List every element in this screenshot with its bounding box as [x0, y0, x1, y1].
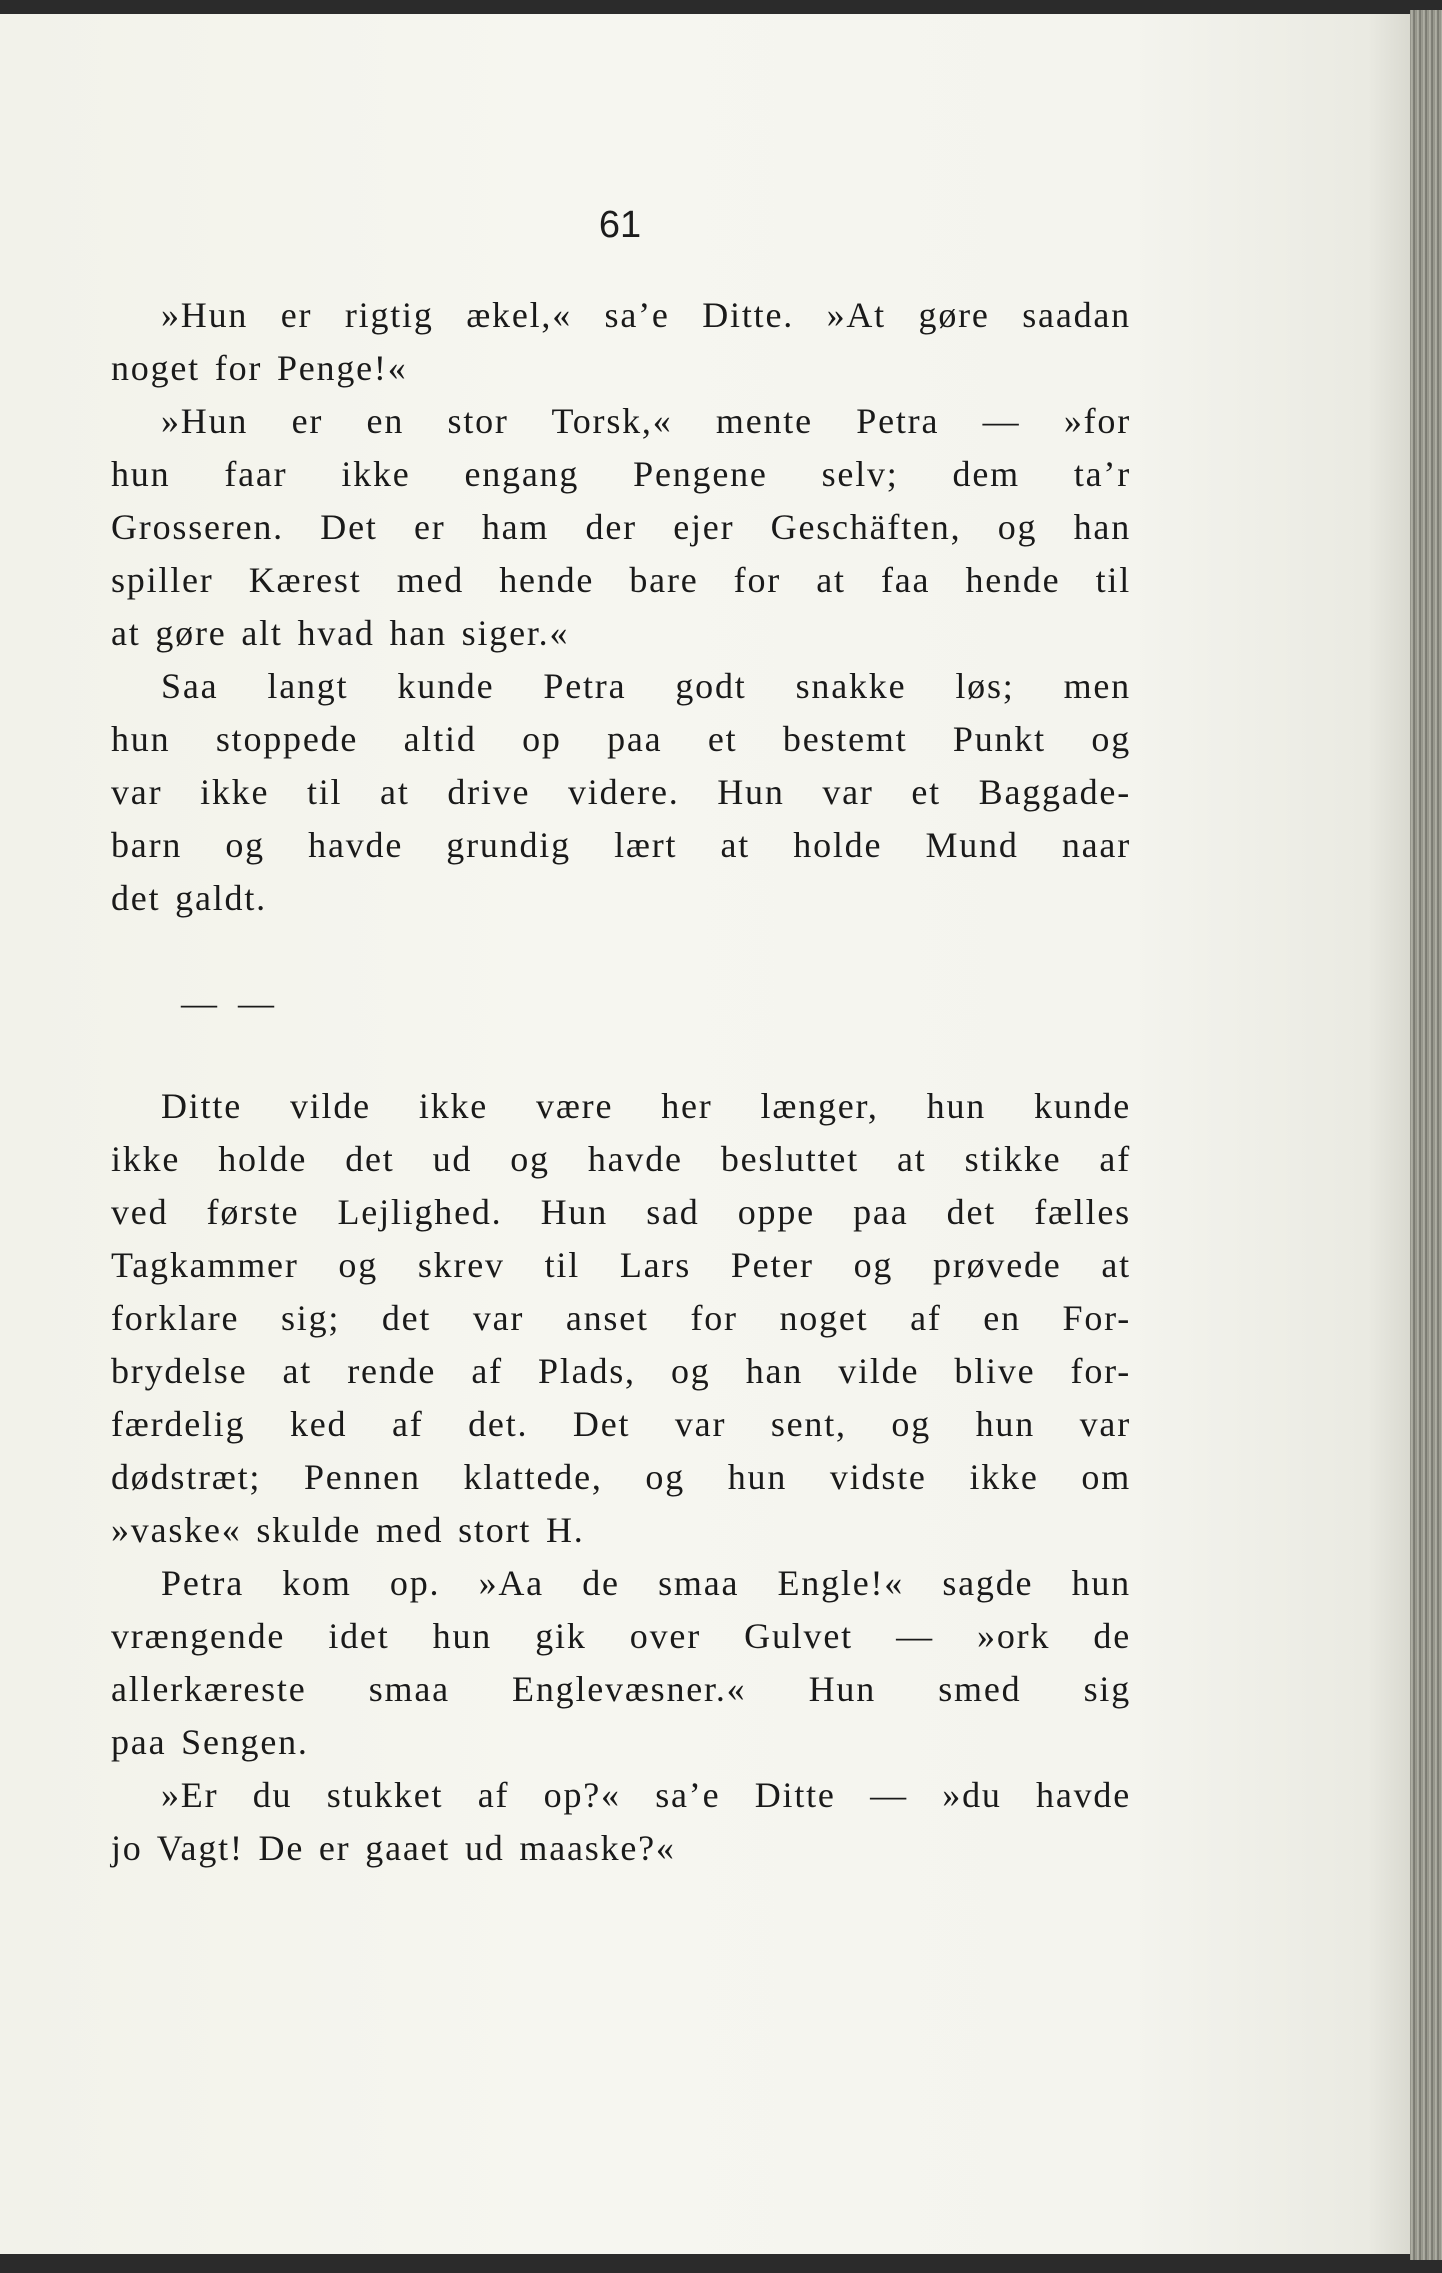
body-text: [111, 289, 1131, 1875]
text-line: paa Sengen.: [111, 1722, 309, 1762]
paragraph: [111, 1080, 1131, 1557]
text-line: jo Vagt! De er gaaet ud maaske?«: [111, 1828, 676, 1868]
text-line: »vaske« skulde med stort H.: [111, 1510, 585, 1550]
text-line: »Er du stukket af op?« sa’e Ditte — »du havde: [161, 1775, 1131, 1815]
text-line: det galdt.: [111, 878, 267, 918]
text-line: Tagkammer og skrev til Lars Peter og prøvede at: [111, 1245, 1131, 1285]
paragraph: [111, 1769, 1131, 1875]
text-line: færdelig ked af det. Det var sent, og hun var: [111, 1404, 1131, 1444]
text-line: Grosseren. Det er ham der ejer Geschäften, og han: [111, 507, 1131, 547]
page-number: 61: [598, 204, 642, 246]
text-line: Ditte vilde ikke være her længer, hun kunde: [161, 1086, 1131, 1126]
text-line: brydelse at rende af Plads, og han vilde blive for-: [111, 1351, 1131, 1391]
text-line: »Hun er en stor Torsk,« mente Petra — »for: [161, 401, 1131, 441]
paragraph: [111, 395, 1131, 660]
text-line: Saa langt kunde Petra godt snakke løs; men: [161, 666, 1131, 706]
text-line: allerkæreste smaa Englevæsner.« Hun smed sig: [111, 1669, 1131, 1709]
paragraph: [111, 660, 1131, 925]
text-line: dødstræt; Pennen klattede, og hun vidste ikke om: [111, 1457, 1131, 1497]
page-edge: [1410, 10, 1442, 2260]
text-line: hun stoppede altid op paa et bestemt Punkt og: [111, 719, 1131, 759]
text-line: vrængende idet hun gik over Gulvet — »ork de: [111, 1616, 1131, 1656]
text-line: noget for Penge!«: [111, 348, 408, 388]
paragraph: [111, 1557, 1131, 1769]
text-line: at gøre alt hvad han siger.«: [111, 613, 570, 653]
section-break: — —: [181, 983, 280, 1023]
text-line: »Hun er rigtig ækel,« sa’e Ditte. »At gøre saadan: [161, 295, 1131, 335]
paragraph: [111, 289, 1131, 395]
text-line: hun faar ikke engang Pengene selv; dem ta’r: [111, 454, 1131, 494]
text-line: ved første Lejlighed. Hun sad oppe paa det fælles: [111, 1192, 1131, 1232]
text-line: barn og havde grundig lært at holde Mund naar: [111, 825, 1131, 865]
book-page: [0, 14, 1410, 2254]
text-line: Petra kom op. »Aa de smaa Engle!« sagde hun: [161, 1563, 1131, 1603]
text-line: ikke holde det ud og havde besluttet at stikke af: [111, 1139, 1131, 1179]
text-line: forklare sig; det var anset for noget af en For-: [111, 1298, 1131, 1338]
text-line: spiller Kærest med hende bare for at faa hende til: [111, 560, 1131, 600]
text-line: var ikke til at drive videre. Hun var et Baggade-: [111, 772, 1131, 812]
